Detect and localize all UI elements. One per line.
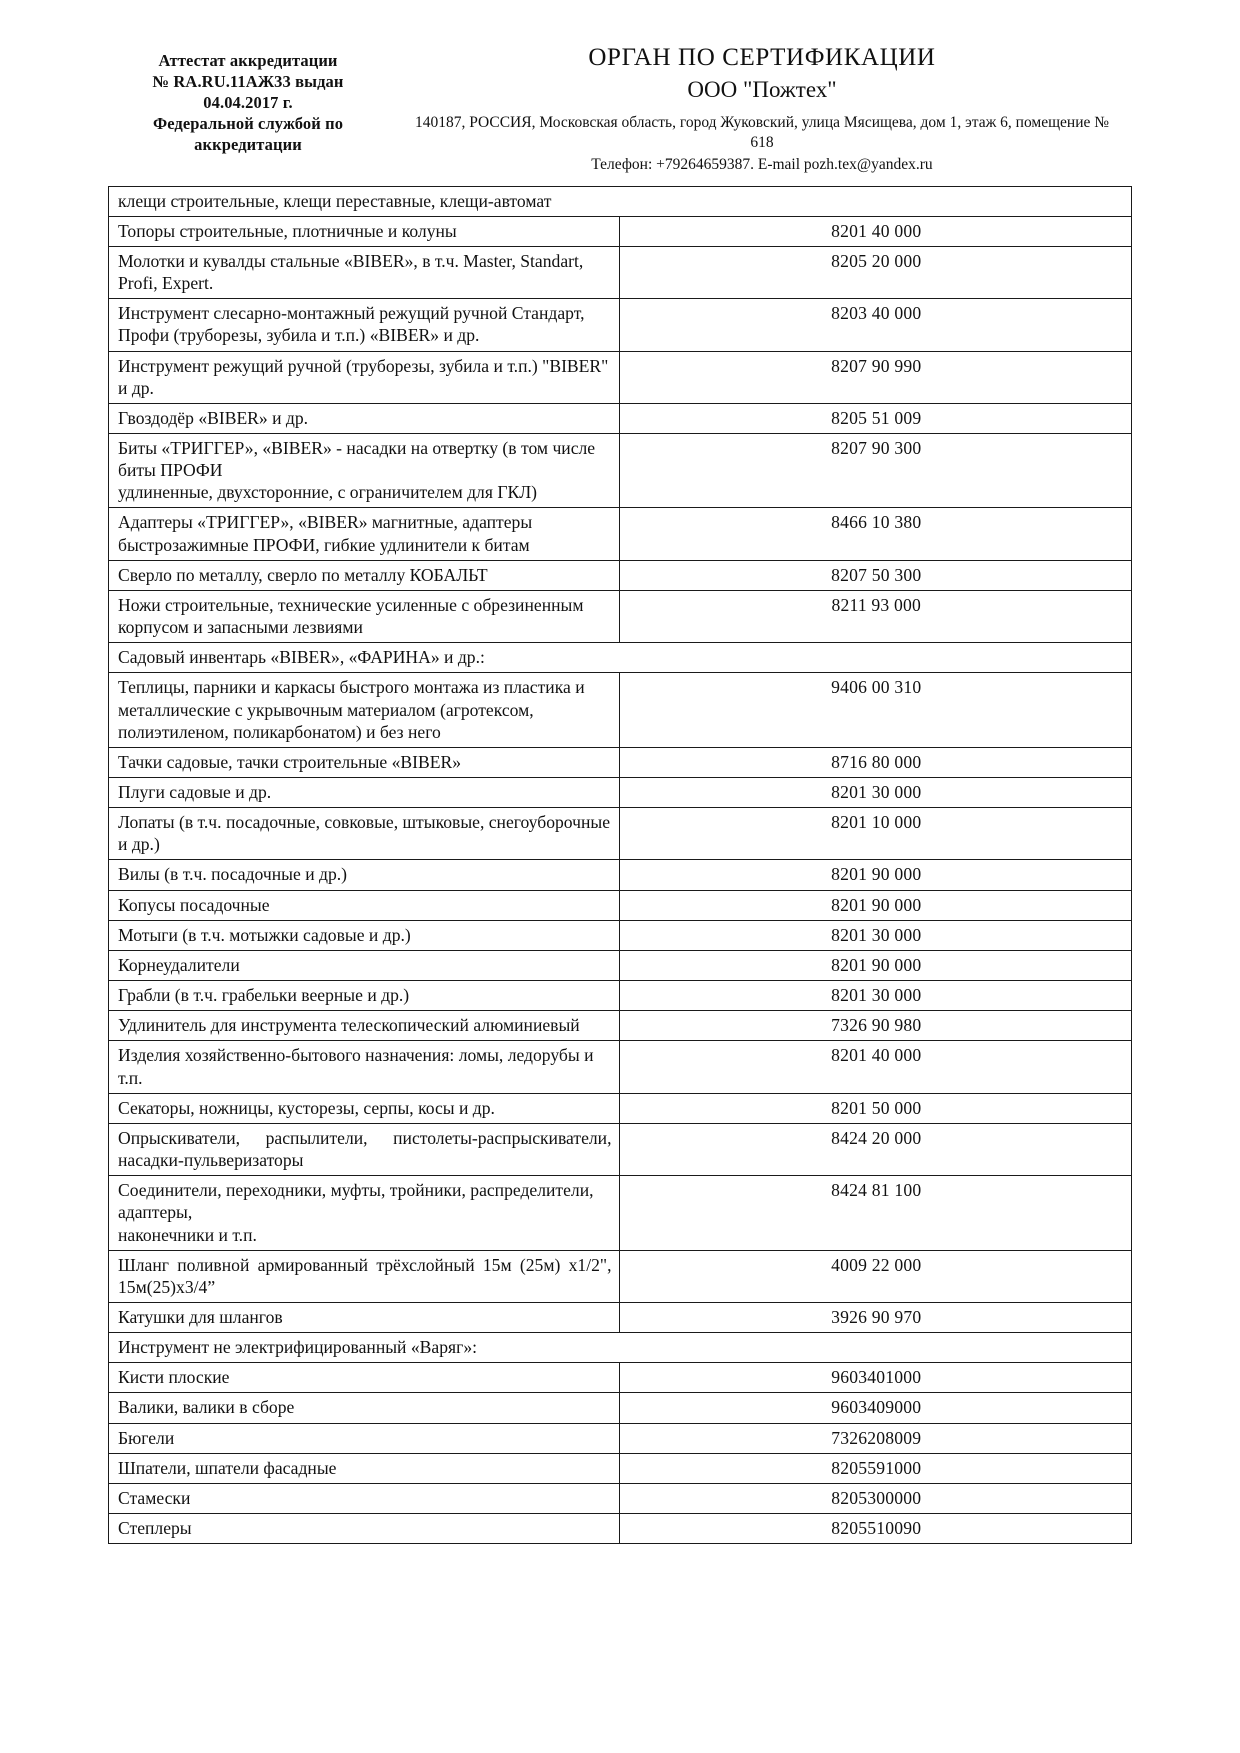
table-row (109, 403, 1132, 433)
table-row (109, 1123, 1132, 1175)
product-name-cell: Опрыскиватели, распылители, пистолеты-распрыскиватели, насадки-пульверизаторы (109, 1123, 620, 1175)
org-name: ООО "Пожтех" (687, 77, 837, 102)
product-name-cell: Копусы посадочные (109, 890, 620, 920)
accreditation-block (108, 44, 388, 156)
product-code-cell: 7326 90 980 (620, 1011, 1132, 1041)
product-name-cell: Мотыги (в т.ч. мотыжки садовые и др.) (109, 920, 620, 950)
table-row (109, 433, 1132, 507)
table-row (109, 920, 1132, 950)
product-name-cell: Плуги садовые и др. (109, 778, 620, 808)
product-name-cell: Ножи строительные, технические усиленные с обрезиненным корпусом и запасными лезвиями (109, 590, 620, 642)
product-code-cell: 8466 10 380 (620, 508, 1132, 560)
table-row (109, 1393, 1132, 1423)
table-row (109, 186, 1132, 216)
product-name-cell: Кисти плоские (109, 1363, 620, 1393)
product-code-cell: 8201 50 000 (620, 1093, 1132, 1123)
product-code-cell: 9603409000 (620, 1393, 1132, 1423)
product-code-cell: 8716 80 000 (620, 747, 1132, 777)
product-code-cell: 8201 40 000 (620, 216, 1132, 246)
table-row (109, 1093, 1132, 1123)
product-name-cell: Теплицы, парники и каркасы быстрого монтажа из пластика и металлические с укрывочным материалом (агротексом, полиэтиленом, поликарбонатом) и без него (109, 673, 620, 747)
product-name-cell: Топоры строительные, плотничные и колуны (109, 216, 620, 246)
product-name-cell: клещи строительные, клещи переставные, клещи-автомат (109, 186, 1132, 216)
product-name-cell: Адаптеры «ТРИГГЕР», «BIBER» магнитные, адаптеры быстрозажимные ПРОФИ, гибкие удлинители к битам (109, 508, 620, 560)
table-row (109, 590, 1132, 642)
table-row (109, 808, 1132, 860)
product-code-cell: 8203 40 000 (620, 299, 1132, 351)
product-code-cell: 8201 40 000 (620, 1041, 1132, 1093)
product-code-cell: 8205300000 (620, 1483, 1132, 1513)
product-code-cell: 8201 90 000 (620, 950, 1132, 980)
product-name-cell: Изделия хозяйственно-бытового назначения: ломы, ледорубы и т.п. (109, 1041, 620, 1093)
table-row (109, 1011, 1132, 1041)
product-code-cell: 8207 50 300 (620, 560, 1132, 590)
product-code-cell: 8424 81 100 (620, 1176, 1132, 1250)
product-name-cell: Вилы (в т.ч. посадочные и др.) (109, 860, 620, 890)
table-row (109, 1363, 1132, 1393)
document-header (108, 44, 1132, 176)
product-code-cell: 9603401000 (620, 1363, 1132, 1393)
product-name-cell: Валики, валики в сборе (109, 1393, 620, 1423)
product-name-cell: Гвоздодёр «BIBER» и др. (109, 403, 620, 433)
table-row (109, 950, 1132, 980)
product-code-cell: 8201 30 000 (620, 778, 1132, 808)
product-name-cell: Соединители, переходники, муфты, тройники, распределители, адаптеры, наконечники и т.п. (109, 1176, 620, 1250)
table-row (109, 860, 1132, 890)
product-name-cell: Шланг поливной армированный трёхслойный 15м (25м) х1/2", 15м(25)х3/4” (109, 1250, 620, 1302)
accreditation-line-1: Аттестат аккредитации (158, 51, 338, 70)
table-row (109, 1423, 1132, 1453)
table-row (109, 299, 1132, 351)
product-code-cell: 8205 51 009 (620, 403, 1132, 433)
product-name-cell: Грабли (в т.ч. грабельки веерные и др.) (109, 981, 620, 1011)
product-code-cell: 4009 22 000 (620, 1250, 1132, 1302)
product-name-cell: Удлинитель для инструмента телескопический алюминиевый (109, 1011, 620, 1041)
product-name-cell: Сверло по металлу, сверло по металлу КОБАЛЬТ (109, 560, 620, 590)
product-code-cell: 8201 30 000 (620, 981, 1132, 1011)
table-row (109, 643, 1132, 673)
product-name-cell: Молотки и кувалды стальные «BIBER», в т.ч. Master, Standart, Profi, Expert. (109, 246, 620, 298)
organization-block (388, 44, 1132, 176)
product-code-cell: 8207 90 300 (620, 433, 1132, 507)
product-name-cell: Биты «ТРИГГЕР», «BIBER» - насадки на отвертку (в том числе биты ПРОФИ удлиненные, двухсторонние, с ограничителем для ГКЛ) (109, 433, 620, 507)
table-row (109, 1483, 1132, 1513)
product-name-cell: Катушки для шлангов (109, 1302, 620, 1332)
table-row (109, 981, 1132, 1011)
accreditation-line-5: аккредитации (194, 135, 302, 155)
products-table-body (109, 186, 1132, 1544)
table-row (109, 1250, 1132, 1302)
product-code-cell: 8424 20 000 (620, 1123, 1132, 1175)
product-name-cell: Инструмент слесарно-монтажный режущий ручной Стандарт, Профи (труборезы, зубила и т.п.) «BIBER» и др. (109, 299, 620, 351)
products-table (108, 186, 1132, 1545)
product-code-cell: 8205 20 000 (620, 246, 1132, 298)
product-code-cell: 8201 30 000 (620, 920, 1132, 950)
product-name-cell: Стамески (109, 1483, 620, 1513)
accreditation-line-3: 04.04.2017 г. (203, 93, 293, 113)
product-name-cell: Бюгели (109, 1423, 620, 1453)
product-name-cell: Корнеудалители (109, 950, 620, 980)
product-code-cell: 9406 00 310 (620, 673, 1132, 747)
product-name-cell: Тачки садовые, тачки строительные «BIBER» (109, 747, 620, 777)
product-code-cell: 8207 90 990 (620, 351, 1132, 403)
product-code-cell: 8205510090 (620, 1514, 1132, 1544)
product-code-cell: 8205591000 (620, 1453, 1132, 1483)
table-row (109, 778, 1132, 808)
table-row (109, 216, 1132, 246)
accreditation-line-4: Федеральной службой по (152, 114, 344, 134)
table-row (109, 1453, 1132, 1483)
product-name-cell: Секаторы, ножницы, кусторезы, серпы, косы и др. (109, 1093, 620, 1123)
org-title: ОРГАН ПО СЕРТИФИКАЦИИ (588, 44, 936, 71)
product-name-cell: Степлеры (109, 1514, 620, 1544)
product-code-cell: 7326208009 (620, 1423, 1132, 1453)
product-name-cell: Лопаты (в т.ч. посадочные, совковые, штыковые, снегоуборочные и др.) (109, 808, 620, 860)
table-row (109, 890, 1132, 920)
table-row (109, 747, 1132, 777)
table-row (109, 1514, 1132, 1544)
table-row (109, 1176, 1132, 1250)
org-address: 140187, РОССИЯ, Московская область, город Жуковский, улица Мясищева, дом 1, этаж 6, помещение № 618 (414, 113, 1110, 152)
product-name-cell: Садовый инвентарь «BIBER», «ФАРИНА» и др.: (109, 643, 1132, 673)
table-row (109, 1041, 1132, 1093)
org-phone-email: Телефон: +79264659387. E-mail pozh.tex@yandex.ru (591, 155, 933, 173)
product-code-cell: 8211 93 000 (620, 590, 1132, 642)
product-code-cell: 8201 90 000 (620, 890, 1132, 920)
table-row (109, 560, 1132, 590)
table-row (109, 508, 1132, 560)
product-code-cell: 3926 90 970 (620, 1302, 1132, 1332)
table-row (109, 351, 1132, 403)
table-row (109, 673, 1132, 747)
table-row (109, 1302, 1132, 1332)
table-row (109, 246, 1132, 298)
product-name-cell: Шпатели, шпатели фасадные (109, 1453, 620, 1483)
product-name-cell: Инструмент режущий ручной (труборезы, зубила и т.п.) "BIBER" и др. (109, 351, 620, 403)
table-row (109, 1333, 1132, 1363)
product-code-cell: 8201 10 000 (620, 808, 1132, 860)
accreditation-line-2: № RA.RU.11АЖ33 выдан (152, 72, 344, 92)
product-code-cell: 8201 90 000 (620, 860, 1132, 890)
product-name-cell: Инструмент не электрифицированный «Варяг»: (109, 1333, 1132, 1363)
